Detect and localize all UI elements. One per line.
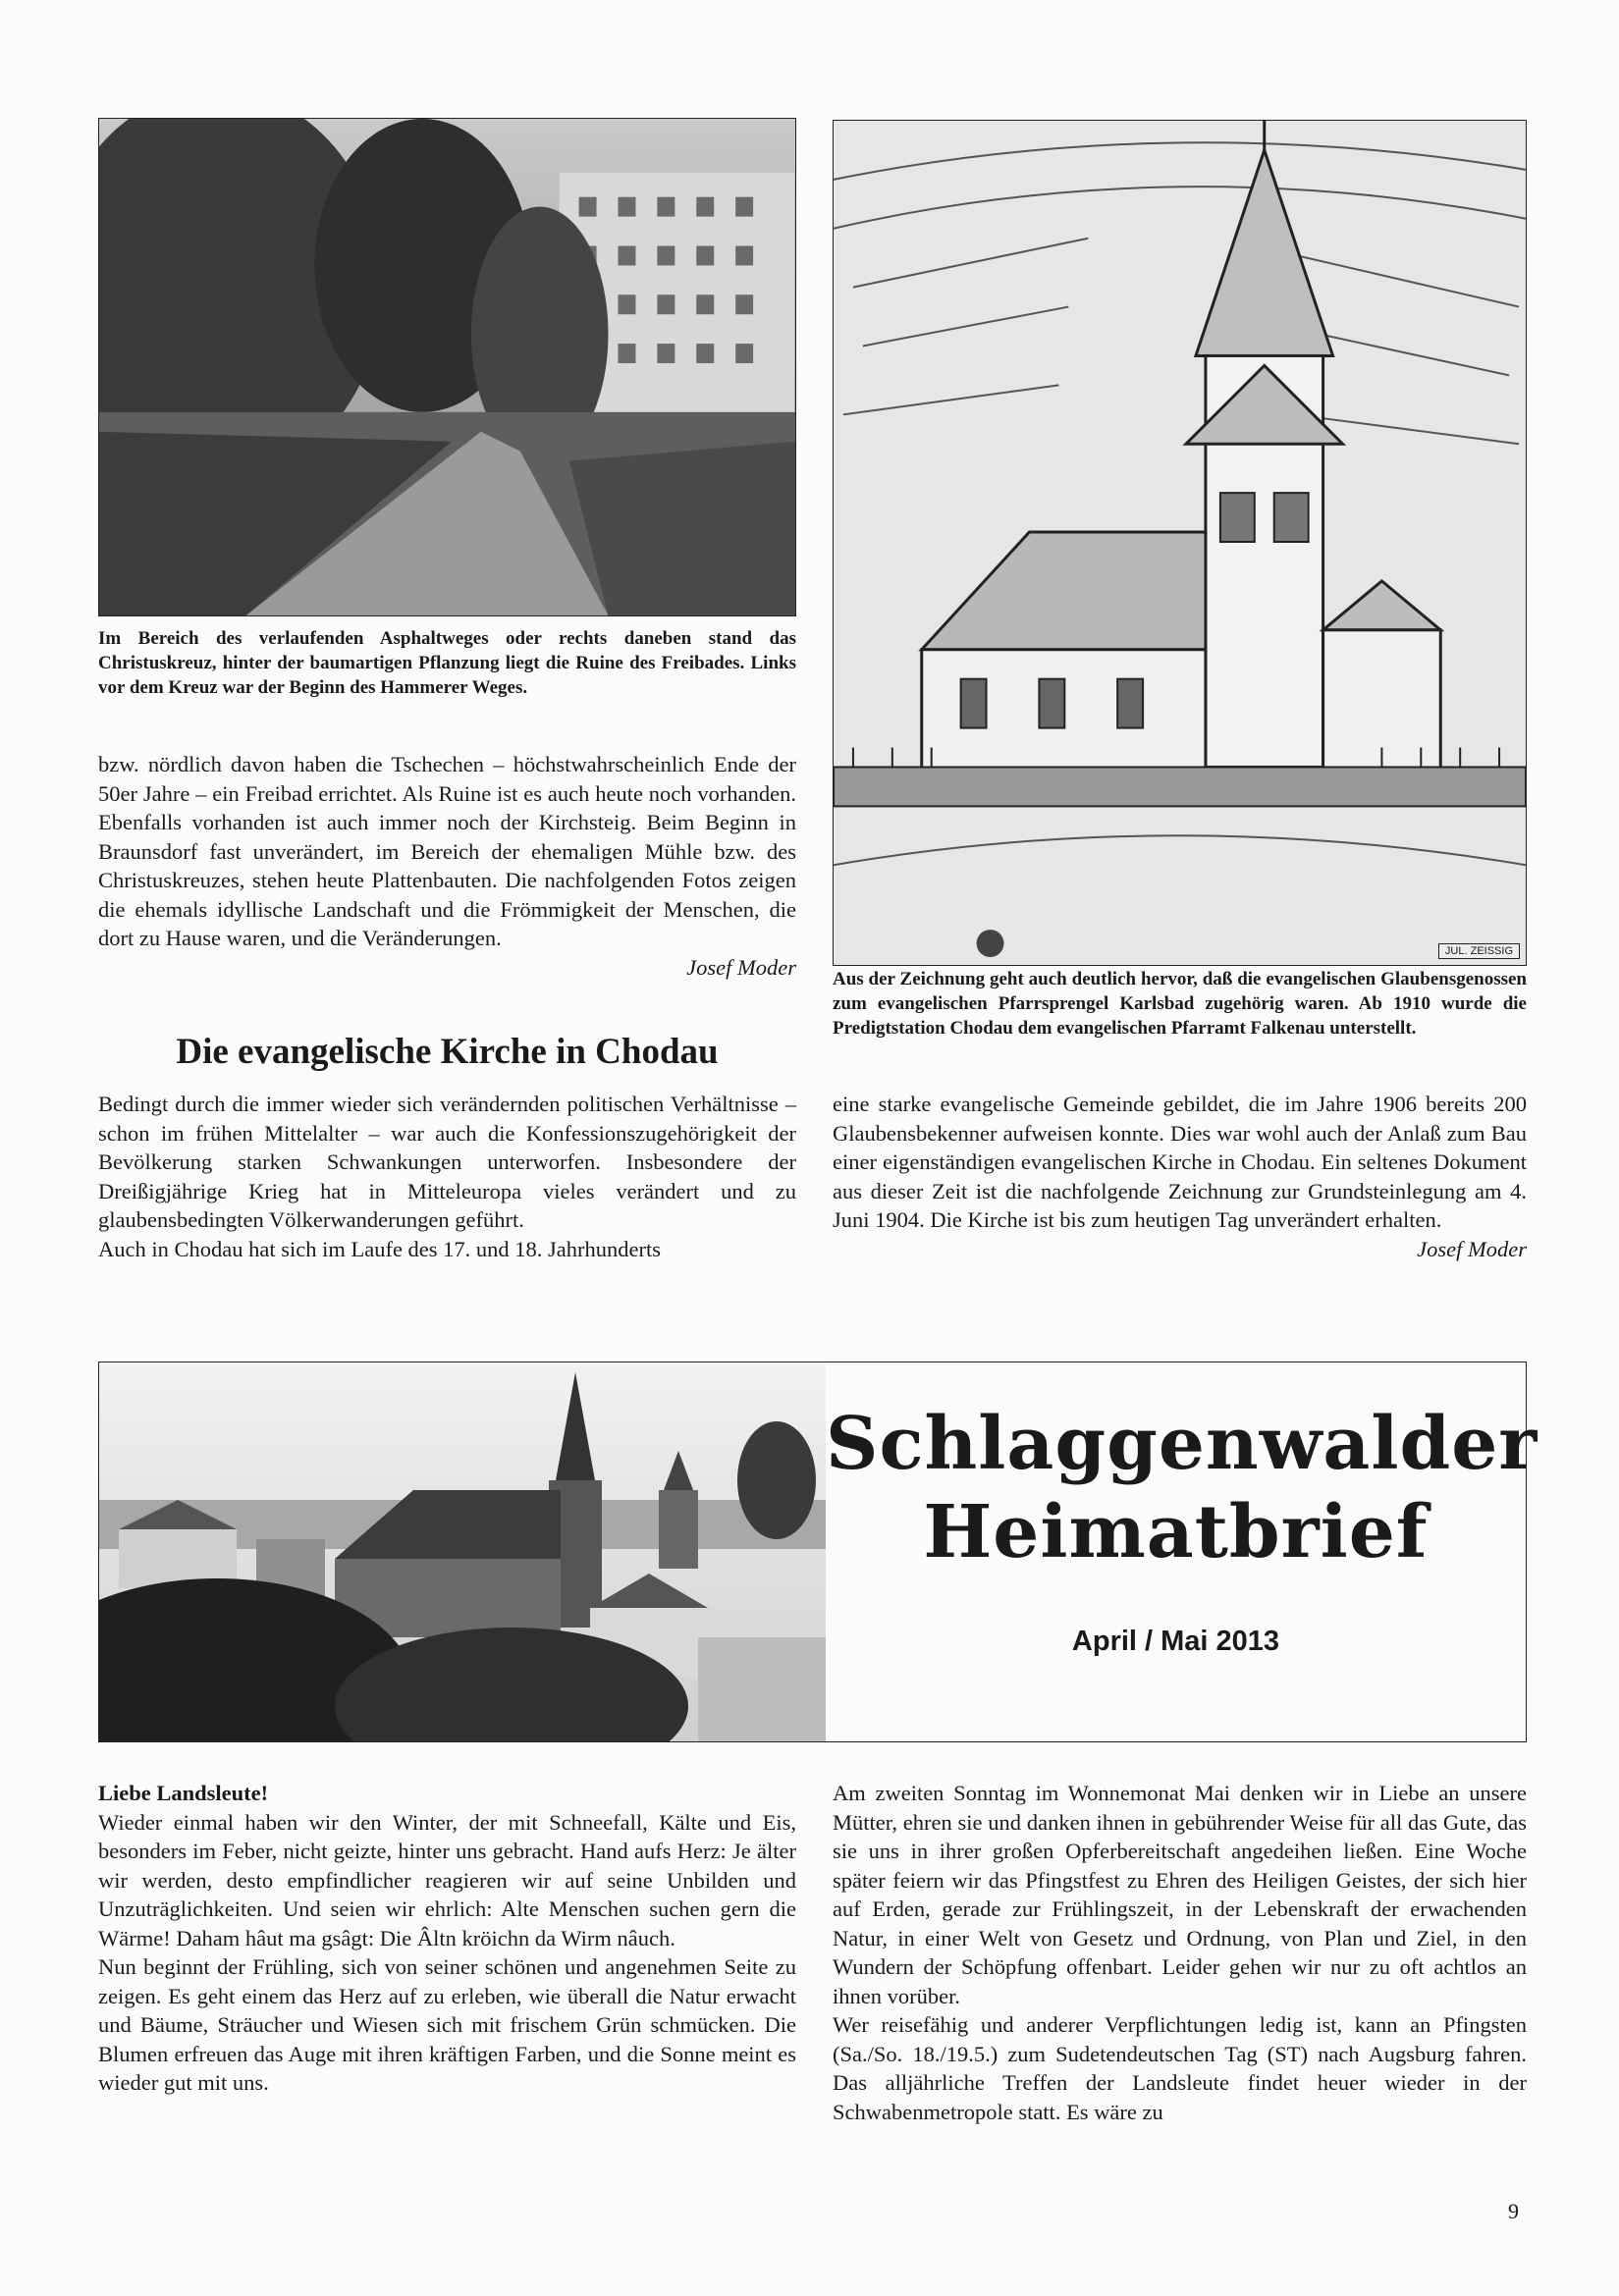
intro-text-block: [98, 750, 796, 982]
town-photo-icon: [99, 1362, 826, 1741]
article-left-text: [98, 1090, 796, 1263]
letter-left-paragraph-1: Wieder einmal haben wir den Winter, der mit Schneefall, Kälte und Eis, besonders im Feber, nicht geizte, hinter uns gebracht. Hand aufs Herz: Je älter wir werden, desto empfindlicher reagieren wir auf seine Unbilden und Unzuträglichkeiten. Und seien wir ehrlich: Alte Menschen suchen gern die Wärme! Daham hâut ma gsâgt: Die Âltn kröichn da Wirm nâuch.: [98, 1809, 796, 1950]
church-drawing: [833, 120, 1527, 966]
letter-left-column: [98, 1779, 796, 2098]
street-photo: [98, 118, 796, 616]
drawing-signature: JUL. ZEISSIG: [1438, 943, 1520, 959]
letter-right-paragraph-2: Wer reisefähig und anderer Verpflichtungen ledig ist, kann an Pfingsten (Sa./So. 18./19.5.) zum Sudetendeutschen Tag (ST) nach Augsburg fahren. Das alljährliche Treffen der Landsleute findet heuer wieder in der Schwabenmetropole statt. Es wäre zu: [833, 2012, 1527, 2124]
masthead-title-line-1: Schlaggenwalder: [826, 1402, 1538, 1486]
article-heading: Die evangelische Kirche in Chodau: [176, 1032, 719, 1072]
street-photo-icon: [99, 119, 795, 615]
article-author: Josef Moder: [1417, 1236, 1527, 1261]
article-left-paragraph-1: Bedingt durch die immer wieder sich verändernden politischen Verhältnisse – schon im frühen Mittelalter – war auch die Konfessionszugehörigkeit der Bevölkerung starken Schwankungen unterworfen. Insbesondere der Dreißigjährige Krieg hat in Mitteleuropa vieles verändert und zu glaubensbedingten Völkerwanderungen geführt.: [98, 1092, 796, 1232]
intro-author: Josef Moder: [686, 954, 796, 980]
town-photo: [99, 1362, 826, 1741]
masthead-title-line-2: Heimatbrief: [923, 1490, 1429, 1575]
street-photo-caption: Im Bereich des verlaufenden Asphaltweges oder rechts daneben stand das Christuskreuz, hinter der baumartigen Pflanzung liegt die Ruine des Freibades. Links vor dem Kreuz war der Beginn des Hammerer Weges.: [98, 628, 796, 698]
letter-left-paragraph-2: Nun beginnt der Frühling, sich von seiner schönen und angenehmen Seite zu zeigen. Es geht einem das Herz auf zu erleben, wie überall die Natur erwacht und Bäume, Sträucher und Wiesen sich mit frischem Grün schmücken. Die Blumen erfreuen das Auge mit ihren kräftigen Farben, und die Sonne meint es wieder gut mit uns.: [98, 1954, 796, 2095]
intro-paragraph: bzw. nördlich davon haben die Tschechen – höchstwahrscheinlich Ende der 50er Jahre – ein Freibad errichtet. Als Ruine ist es auch heute noch vorhanden. Ebenfalls vorhanden ist auch immer noch der Kirchsteig. Beim Beginn in Braunsdorf fast unverändert, im Bereich der ehemaligen Mühle bzw. des Christuskreuzes, stehen heute Plattenbauten. Die nachfolgenden Fotos zeigen die ehemals idyllische Landschaft und die Frömmigkeit der Menschen, die dort zu Hause waren, und die Veränderungen.: [98, 752, 796, 950]
letter-salutation: Liebe Landsleute!: [98, 1781, 269, 1805]
article-left-paragraph-2: Auch in Chodau hat sich im Laufe des 17. und 18. Jahrhunderts: [98, 1236, 662, 1261]
church-drawing-caption: Aus der Zeichnung geht auch deutlich hervor, daß die evangelischen Glaubensgenossen zum evangelischen Pfarrsprengel Karlsbad zugehörig waren. Ab 1910 wurde die Predigtstation Chodau dem evangelischen Pfarramt Falkenau unterstellt.: [833, 969, 1527, 1039]
letter-right-paragraph-1: Am zweiten Sonntag im Wonnemonat Mai denken wir in Liebe an unsere Mütter, ehren sie und danken ihnen in gebührender Weise für all das Gute, das sie uns in ihrer großen Opferbereitschaft angedeihen ließen. Eine Woche später feiern wir das Pfingstfest zu Ehren des Heiligen Geistes, der sich hier auf Erden, gerade zur Frühlingszeit, in der Lebenskraft der erwachenden Natur, in einer Welt von Gesetz und Ordnung, von Plan und Ziel, in den Wundern der Schöpfung offenbart. Leider gehen wir nur zu oft achtlos an ihnen vorüber.: [833, 1781, 1527, 2008]
letter-right-column: [833, 1779, 1527, 2126]
page-number: 9: [1508, 2199, 1519, 2223]
masthead-box: [98, 1362, 1538, 1742]
masthead-date: April / Mai 2013: [1071, 1626, 1280, 1657]
article-right-text: [833, 1090, 1527, 1263]
church-drawing-icon: [834, 121, 1526, 965]
article-right-paragraph: eine starke evangelische Gemeinde gebildet, die im Jahre 1906 bereits 200 Glaubensbekenner aufweisen konnte. Dies war wohl auch der Anlaß zum Bau einer eigenständigen evangelischen Kirche in Chodau. Ein seltenes Dokument aus dieser Zeit ist die nachfolgende Zeichnung zur Grundsteinlegung am 4. Juni 1904. Die Kirche ist bis zum heutigen Tag unverändert erhalten.: [833, 1092, 1527, 1232]
